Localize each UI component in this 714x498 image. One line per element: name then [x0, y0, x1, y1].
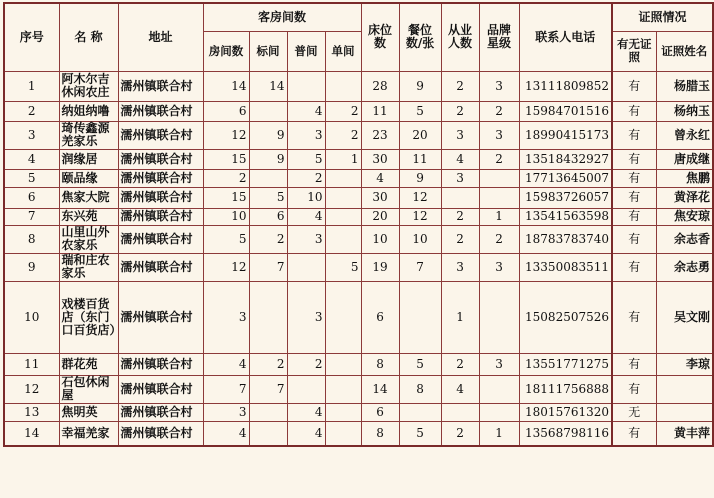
row-stars	[479, 187, 519, 208]
header-phone: 联系人电话	[519, 3, 612, 71]
row-has-license: 有	[612, 121, 656, 149]
row-single: 2	[325, 121, 361, 149]
row-seats: 5	[399, 353, 441, 375]
row-has-license: 有	[612, 71, 656, 101]
row-license-name: 黄泽花	[656, 187, 713, 208]
row-beds: 6	[361, 281, 399, 353]
row-address: 濡州镇联合村	[118, 169, 203, 187]
table-row	[4, 225, 713, 253]
row-staff: 2	[441, 421, 479, 446]
header-seats: 餐位数/张	[399, 3, 441, 71]
row-stars: 3	[479, 253, 519, 281]
row-seats: 11	[399, 149, 441, 169]
row-beds: 30	[361, 187, 399, 208]
row-phone: 18783783740	[519, 225, 612, 253]
row-name: 颐品缘	[59, 169, 118, 187]
row-stars	[479, 375, 519, 403]
row-staff: 2	[441, 71, 479, 101]
header-has-license: 有无证照	[612, 31, 656, 71]
row-regular: 2	[287, 353, 325, 375]
row-no: 4	[4, 149, 59, 169]
table-row	[4, 253, 713, 281]
row-single	[325, 169, 361, 187]
table-row	[4, 71, 713, 101]
row-stars	[479, 281, 519, 353]
row-staff: 2	[441, 208, 479, 225]
row-address: 濡州镇联合村	[118, 253, 203, 281]
row-no: 2	[4, 101, 59, 121]
row-no: 13	[4, 403, 59, 421]
row-stars: 1	[479, 208, 519, 225]
row-has-license: 有	[612, 375, 656, 403]
row-no: 6	[4, 187, 59, 208]
row-phone: 15983726057	[519, 187, 612, 208]
row-seats: 9	[399, 71, 441, 101]
row-standard: 5	[249, 187, 287, 208]
row-regular: 10	[287, 187, 325, 208]
row-single	[325, 187, 361, 208]
row-phone: 18015761320	[519, 403, 612, 421]
row-staff: 3	[441, 121, 479, 149]
row-phone: 13551771275	[519, 353, 612, 375]
row-name: 润缘居	[59, 149, 118, 169]
row-beds: 11	[361, 101, 399, 121]
row-no: 10	[4, 281, 59, 353]
row-room-count: 7	[203, 375, 249, 403]
row-no: 3	[4, 121, 59, 149]
row-license-name	[656, 403, 713, 421]
row-regular: 4	[287, 403, 325, 421]
row-license-name: 余志勇	[656, 253, 713, 281]
row-seats	[399, 281, 441, 353]
row-single	[325, 208, 361, 225]
row-regular: 4	[287, 421, 325, 446]
row-standard: 2	[249, 225, 287, 253]
row-stars: 2	[479, 225, 519, 253]
row-has-license: 有	[612, 187, 656, 208]
row-name: 焦家大院	[59, 187, 118, 208]
row-seats: 12	[399, 208, 441, 225]
row-license-name: 黄丰萍	[656, 421, 713, 446]
row-address: 濡州镇联合村	[118, 281, 203, 353]
header-regular: 普间	[287, 31, 325, 71]
row-beds: 8	[361, 353, 399, 375]
row-room-count: 12	[203, 121, 249, 149]
row-address: 濡州镇联合村	[118, 71, 203, 101]
row-name: 戏楼百货店（东门口百货店）	[59, 281, 118, 353]
row-room-count: 15	[203, 187, 249, 208]
row-room-count: 12	[203, 253, 249, 281]
row-has-license: 无	[612, 403, 656, 421]
table-row	[4, 169, 713, 187]
row-name: 幸福羌家	[59, 421, 118, 446]
header-standard: 标间	[249, 31, 287, 71]
row-phone: 18111756888	[519, 375, 612, 403]
row-room-count: 3	[203, 281, 249, 353]
row-phone: 13541563598	[519, 208, 612, 225]
row-beds: 4	[361, 169, 399, 187]
row-standard: 6	[249, 208, 287, 225]
row-phone: 15984701516	[519, 101, 612, 121]
row-address: 濡州镇联合村	[118, 149, 203, 169]
row-beds: 10	[361, 225, 399, 253]
row-has-license: 有	[612, 421, 656, 446]
row-room-count: 3	[203, 403, 249, 421]
header-name: 名 称	[59, 3, 118, 71]
header-beds: 床位数	[361, 3, 399, 71]
row-name: 焦明英	[59, 403, 118, 421]
table-row	[4, 375, 713, 403]
row-stars: 2	[479, 101, 519, 121]
row-regular: 3	[287, 121, 325, 149]
table-row	[4, 187, 713, 208]
row-license-name: 杨腊玉	[656, 71, 713, 101]
row-seats: 10	[399, 225, 441, 253]
table-row	[4, 281, 713, 353]
row-name: 瑞和庄农家乐	[59, 253, 118, 281]
row-room-count: 15	[203, 149, 249, 169]
row-standard: 9	[249, 121, 287, 149]
row-license-name: 唐成继	[656, 149, 713, 169]
row-single	[325, 281, 361, 353]
row-license-name: 曾永红	[656, 121, 713, 149]
row-regular: 4	[287, 101, 325, 121]
row-room-count: 4	[203, 421, 249, 446]
row-no: 12	[4, 375, 59, 403]
row-standard	[249, 169, 287, 187]
row-single: 5	[325, 253, 361, 281]
row-license-name	[656, 375, 713, 403]
row-standard: 2	[249, 353, 287, 375]
guesthouse-table	[3, 2, 714, 447]
header-row-top	[4, 3, 713, 31]
row-stars: 3	[479, 353, 519, 375]
row-single	[325, 353, 361, 375]
row-phone: 13568798116	[519, 421, 612, 446]
header-stars: 品牌星级	[479, 3, 519, 71]
row-stars: 1	[479, 421, 519, 446]
row-license-name: 焦鹏	[656, 169, 713, 187]
row-staff: 1	[441, 281, 479, 353]
row-seats: 9	[399, 169, 441, 187]
row-standard	[249, 101, 287, 121]
row-address: 濡州镇联合村	[118, 375, 203, 403]
row-room-count: 10	[203, 208, 249, 225]
row-no: 14	[4, 421, 59, 446]
row-name: 群花苑	[59, 353, 118, 375]
row-staff	[441, 187, 479, 208]
row-beds: 23	[361, 121, 399, 149]
row-room-count: 14	[203, 71, 249, 101]
row-staff: 4	[441, 375, 479, 403]
row-seats: 5	[399, 101, 441, 121]
row-seats	[399, 403, 441, 421]
guesthouse-table-sheet	[3, 2, 711, 496]
row-phone: 13350083511	[519, 253, 612, 281]
row-license-name: 吴文刚	[656, 281, 713, 353]
row-regular: 5	[287, 149, 325, 169]
row-single	[325, 403, 361, 421]
row-has-license: 有	[612, 253, 656, 281]
row-stars: 2	[479, 149, 519, 169]
row-beds: 8	[361, 421, 399, 446]
header-no: 序号	[4, 3, 59, 71]
row-staff: 4	[441, 149, 479, 169]
row-license-name: 余志香	[656, 225, 713, 253]
table-row	[4, 149, 713, 169]
row-beds: 14	[361, 375, 399, 403]
header-license-name: 证照姓名	[656, 31, 713, 71]
row-room-count: 4	[203, 353, 249, 375]
row-no: 5	[4, 169, 59, 187]
header-single: 单间	[325, 31, 361, 71]
row-no: 11	[4, 353, 59, 375]
row-staff	[441, 403, 479, 421]
row-beds: 30	[361, 149, 399, 169]
row-staff: 2	[441, 353, 479, 375]
row-name: 琦传鑫源羌家乐	[59, 121, 118, 149]
row-single	[325, 421, 361, 446]
row-single: 2	[325, 101, 361, 121]
row-seats: 7	[399, 253, 441, 281]
row-regular	[287, 375, 325, 403]
row-standard: 7	[249, 375, 287, 403]
row-address: 濡州镇联合村	[118, 187, 203, 208]
row-has-license: 有	[612, 169, 656, 187]
row-beds: 20	[361, 208, 399, 225]
row-seats: 8	[399, 375, 441, 403]
row-staff: 2	[441, 225, 479, 253]
row-license-name: 杨纳玉	[656, 101, 713, 121]
row-room-count: 6	[203, 101, 249, 121]
row-has-license: 有	[612, 353, 656, 375]
row-regular	[287, 71, 325, 101]
row-seats: 20	[399, 121, 441, 149]
row-phone: 18990415173	[519, 121, 612, 149]
row-beds: 28	[361, 71, 399, 101]
table-row	[4, 121, 713, 149]
row-address: 濡州镇联合村	[118, 121, 203, 149]
row-staff: 3	[441, 253, 479, 281]
row-no: 7	[4, 208, 59, 225]
row-no: 1	[4, 71, 59, 101]
row-no: 9	[4, 253, 59, 281]
header-address: 地址	[118, 3, 203, 71]
header-room-count: 房间数	[203, 31, 249, 71]
row-has-license: 有	[612, 281, 656, 353]
row-seats: 5	[399, 421, 441, 446]
row-phone: 13111809852	[519, 71, 612, 101]
row-has-license: 有	[612, 101, 656, 121]
row-standard: 9	[249, 149, 287, 169]
table-row	[4, 403, 713, 421]
row-name: 石包休闲屋	[59, 375, 118, 403]
row-no: 8	[4, 225, 59, 253]
row-single	[325, 375, 361, 403]
row-name: 东兴苑	[59, 208, 118, 225]
row-name: 纳姐纳噜	[59, 101, 118, 121]
table-row	[4, 421, 713, 446]
row-beds: 6	[361, 403, 399, 421]
row-has-license: 有	[612, 225, 656, 253]
row-license-name: 焦安琼	[656, 208, 713, 225]
row-single	[325, 71, 361, 101]
row-address: 濡州镇联合村	[118, 353, 203, 375]
table-row	[4, 101, 713, 121]
row-name: 山里山外农家乐	[59, 225, 118, 253]
row-room-count: 2	[203, 169, 249, 187]
row-regular	[287, 253, 325, 281]
row-standard: 14	[249, 71, 287, 101]
row-stars	[479, 169, 519, 187]
header-staff: 从业人数	[441, 3, 479, 71]
row-stars: 3	[479, 71, 519, 101]
row-standard	[249, 403, 287, 421]
row-name: 阿木尔吉休闲农庄	[59, 71, 118, 101]
row-seats: 12	[399, 187, 441, 208]
row-single: 1	[325, 149, 361, 169]
table-row	[4, 208, 713, 225]
row-address: 濡州镇联合村	[118, 421, 203, 446]
row-regular: 3	[287, 281, 325, 353]
row-standard	[249, 421, 287, 446]
row-staff: 2	[441, 101, 479, 121]
row-address: 濡州镇联合村	[118, 225, 203, 253]
row-address: 濡州镇联合村	[118, 101, 203, 121]
header-license-group: 证照情况	[612, 3, 713, 31]
row-stars	[479, 403, 519, 421]
row-regular: 3	[287, 225, 325, 253]
table-row	[4, 353, 713, 375]
row-beds: 19	[361, 253, 399, 281]
row-stars: 3	[479, 121, 519, 149]
row-address: 濡州镇联合村	[118, 208, 203, 225]
row-standard: 7	[249, 253, 287, 281]
row-phone: 15082507526	[519, 281, 612, 353]
row-phone: 13518432927	[519, 149, 612, 169]
row-address: 濡州镇联合村	[118, 403, 203, 421]
row-standard	[249, 281, 287, 353]
row-staff: 3	[441, 169, 479, 187]
row-has-license: 有	[612, 208, 656, 225]
row-single	[325, 225, 361, 253]
row-has-license: 有	[612, 149, 656, 169]
row-room-count: 5	[203, 225, 249, 253]
row-license-name: 李琼	[656, 353, 713, 375]
row-regular: 2	[287, 169, 325, 187]
header-rooms-group: 客房间数	[203, 3, 361, 31]
row-phone: 17713645007	[519, 169, 612, 187]
row-regular: 4	[287, 208, 325, 225]
